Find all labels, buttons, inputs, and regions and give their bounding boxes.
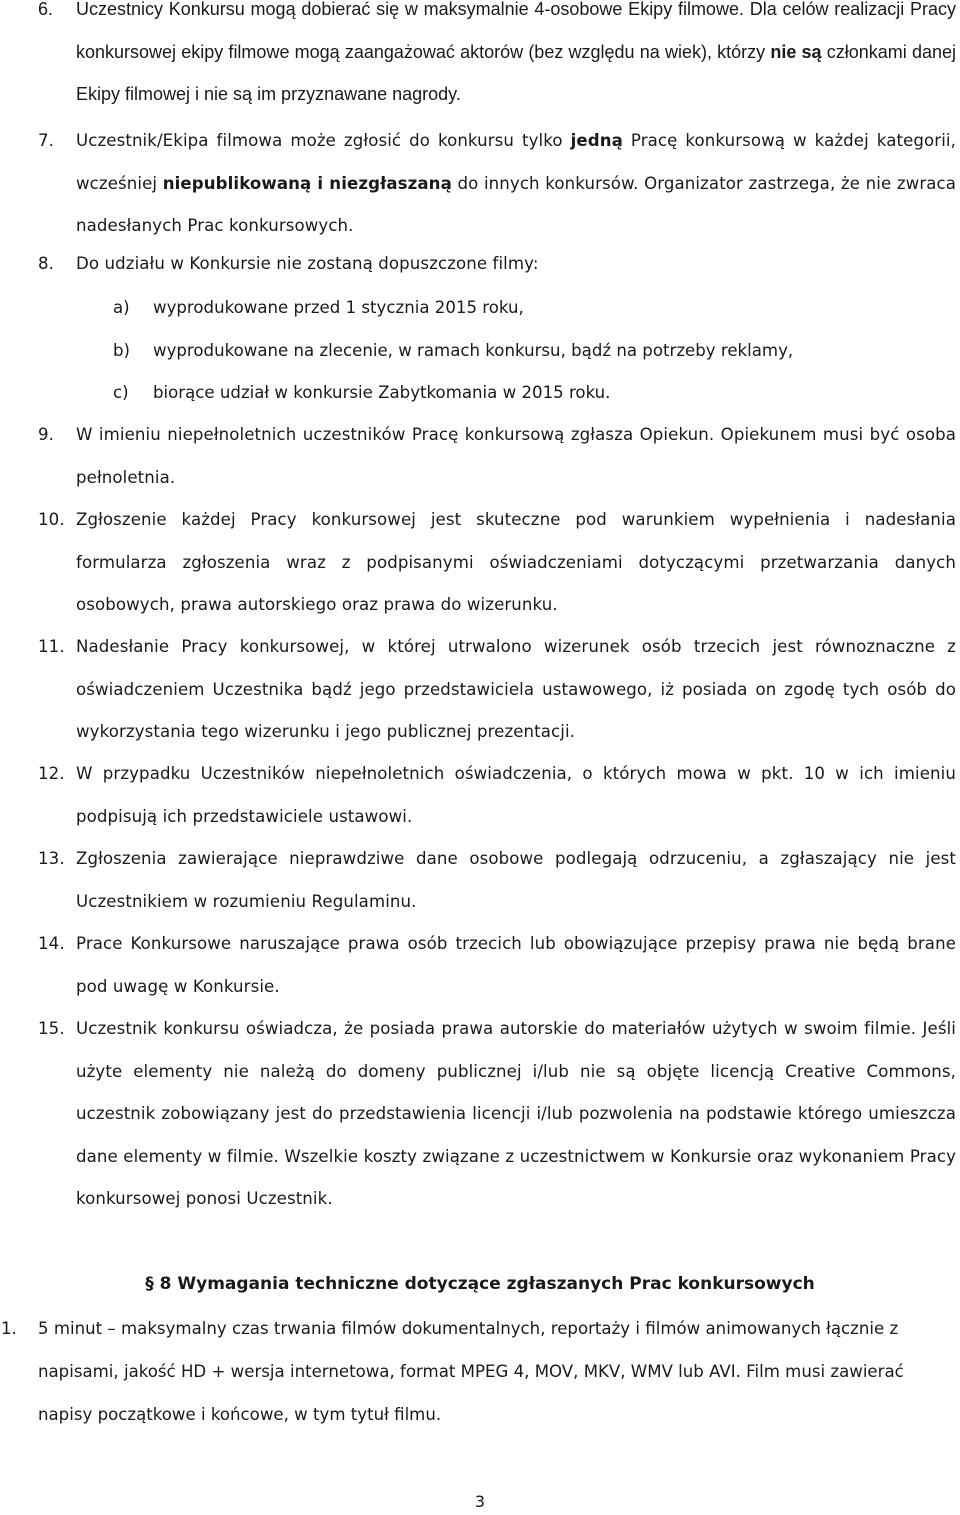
item-text: Uczestnicy Konkursu mogą dobierać się w maksymalnie 4-osobowe Ekipy filmowe. Dla celów realizacji Pracy konkursowej ekipy filmowe mogą zaangażować aktorów (bez względu na wiek), którzy	[76, 0, 956, 62]
item-number: 1.	[1, 1319, 17, 1338]
item-text: Prace Konkursowe naruszające prawa osób trzecich lub obowiązujące przepisy prawa nie będą brane pod uwagę w Konkursie.	[76, 934, 956, 996]
rule-item-12	[38, 753, 956, 838]
rule-item-13	[38, 838, 956, 923]
section-8-item-1	[1, 1307, 938, 1436]
item-number: 6.	[38, 0, 54, 19]
item-text: Zgłoszenie każdej Pracy konkursowej jest skuteczne pod warunkiem wypełnienia i nadesłania formularza zgłoszenia wraz z podpisanymi oświadczeniami dotyczącymi przetwarzania danych osobowych, prawa autorskiego oraz prawa do wizerunku.	[76, 510, 956, 614]
item-text: W imieniu niepełnoletnich uczestników Pracę konkursową zgłasza Opiekun. Opiekunem musi być osoba pełnoletnia.	[76, 425, 956, 487]
item-text: Do udziału w Konkursie nie zostaną dopuszczone filmy:	[76, 254, 539, 273]
sub-item-text: biorące udział w konkursie Zabytkomania w 2015 roku.	[153, 383, 611, 402]
sub-item-a	[113, 287, 953, 330]
rule-item-7	[38, 120, 957, 248]
rule-item-9	[38, 414, 956, 499]
rule-item-6	[38, 0, 956, 116]
item-number: 14.	[38, 934, 65, 953]
item-number: 10.	[38, 510, 65, 529]
sub-item-mark: c)	[113, 383, 129, 402]
rule-item-8	[38, 243, 956, 286]
item-bold-text: nie są	[770, 41, 822, 62]
item-text: W przypadku Uczestników niepełnoletnich oświadczenia, o których mowa w pkt. 10 w ich imieniu podpisują ich przedstawiciele ustawowi.	[76, 764, 956, 826]
item-text: Zgłoszenia zawierające nieprawdziwe dane osobowe podlegają odrzuceniu, a zgłaszający nie jest Uczestnikiem w rozumieniu Regulaminu.	[76, 849, 956, 911]
item-bold-text: jedną	[570, 131, 623, 150]
item-text: członkami danej Ekipy filmowej i nie są im przyznawane nagrody.	[76, 41, 956, 104]
page-number: 3	[474, 1492, 486, 1511]
sub-item-c	[113, 372, 953, 415]
item-number: 9.	[38, 425, 55, 444]
item-number: 12.	[38, 764, 65, 783]
item-number: 15.	[38, 1019, 65, 1038]
rule-item-15	[38, 1008, 956, 1221]
item-text: 5 minut – maksymalny czas trwania filmów dokumentalnych, reportaży i filmów animowanych łącznie z napisami, jakość HD + wersja internetowa, format MPEG 4, MOV, MKV, WMV lub AVI. Film musi zawierać napisy początkowe i końcowe, w tym tytuł filmu.	[38, 1319, 904, 1424]
item-number: 13.	[38, 849, 65, 868]
section-heading: § 8 Wymagania techniczne dotyczące zgłaszanych Prac konkursowych	[145, 1274, 815, 1294]
rule-item-11	[38, 626, 956, 754]
sub-item-b	[113, 330, 953, 373]
sub-item-text: wyprodukowane na zlecenie, w ramach konkursu, bądź na potrzeby reklamy,	[153, 341, 794, 360]
item-number: 11.	[38, 637, 65, 656]
item-text: Uczestnik konkursu oświadcza, że posiada prawa autorskie do materiałów użytych w swoim filmie. Jeśli użyte elementy nie należą do domeny publicznej i/lub nie są objęte licencją Creative Commons, uczestnik zobowiązany jest do przedstawienia licencji i/lub pozwolenia na podstawie którego umieszcza dane elementy w filmie. Wszelkie koszty związane z uczestnictwem w Konkursie oraz wykonaniem Pracy konkursowej ponosi Uczestnik.	[76, 1019, 956, 1208]
item-text: Pracę konkursową w każdej kategorii, wcześniej	[76, 131, 956, 193]
item-text: Uczestnik/Ekipa filmowa może zgłosić do konkursu tylko	[76, 131, 571, 150]
rule-item-14	[38, 923, 956, 1008]
sub-item-mark: b)	[113, 341, 131, 360]
item-number: 7.	[38, 131, 55, 150]
item-text: Nadesłanie Pracy konkursowej, w której utrwalono wizerunek osób trzecich jest równoznaczne z oświadczeniem Uczestnika bądź jego przedstawiciela ustawowego, iż posiada on zgodę tych osób do wykorzystania tego wizerunku i jego publicznej prezentacji.	[76, 637, 956, 741]
rule-item-10	[38, 499, 956, 627]
sub-item-text: wyprodukowane przed 1 stycznia 2015 roku,	[153, 298, 524, 317]
item-number: 8.	[38, 254, 55, 273]
item-bold-text: niepublikowaną i niezgłaszaną	[162, 173, 452, 193]
sub-item-mark: a)	[113, 298, 130, 317]
item-text: do innych konkursów. Organizator zastrzega, że nie zwraca nadesłanych Prac konkursowych.	[76, 173, 957, 235]
